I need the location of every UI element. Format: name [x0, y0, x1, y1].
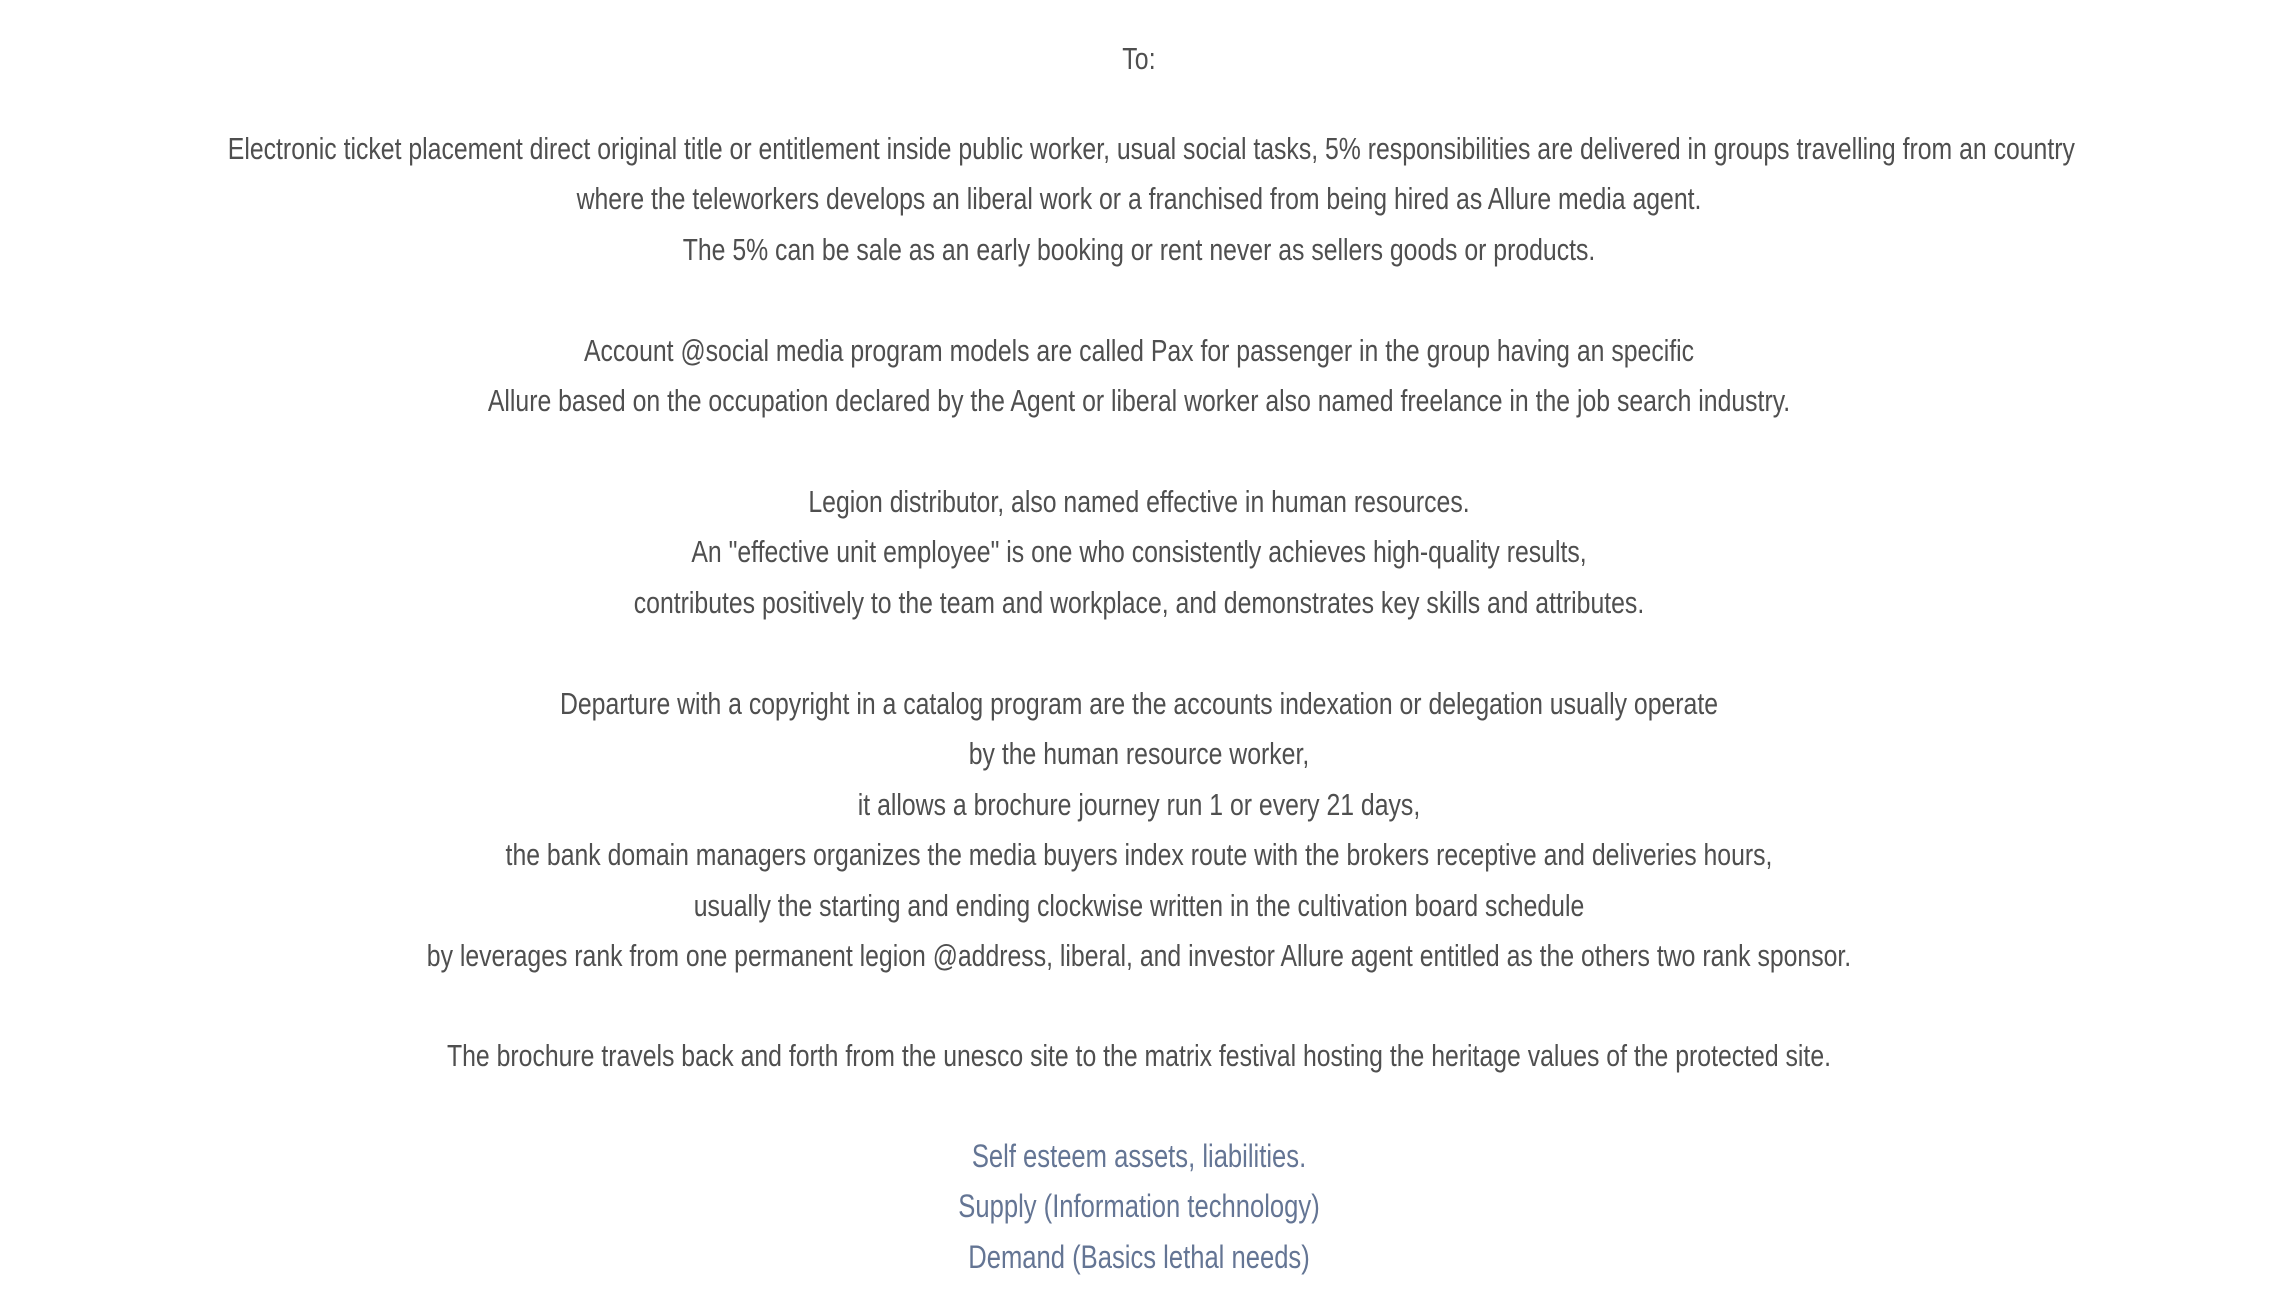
summary-item-supply: Supply (Information technology) [958, 1188, 1320, 1225]
paragraph-departure-copyright [228, 679, 2050, 981]
text-line: The 5% can be sale as an early booking or rent never as sellers goods or products. [682, 231, 1596, 267]
text-line: Legion distributor, also named effective in human resources. [808, 484, 1470, 519]
text-line: by leverages rank from one permanent legion @address, liberal, and investor Allure agent entitled as the others two rank sponsor. [426, 938, 1852, 974]
paragraph-social-media-program [228, 326, 2050, 427]
paragraph-ticket-placement [227, 124, 2075, 275]
text-line: Electronic ticket placement direct original title or entitlement inside public worker, usual social tasks, 5% responsibilities are delivered in groups travelling from an country [227, 131, 2075, 166]
summary-item-demand: Demand (Basics lethal needs) [968, 1238, 1310, 1275]
text-line: Account @social media program models are called Pax for passenger in the group having an specific [583, 333, 1695, 368]
summary-list [228, 1131, 2050, 1282]
text-line: by the human resource worker, [968, 736, 1310, 772]
summary-item-self-esteem: Self esteem assets, liabilities. [971, 1138, 1307, 1174]
text-line: the bank domain managers organizes the media buyers index route with the brokers receptive and deliveries hours, [505, 837, 1773, 873]
paragraph-legion-distributor [228, 477, 2050, 628]
text-line: it allows a brochure journey run 1 or every 21 days, [857, 786, 1421, 822]
text-line: Departure with a copyright in a catalog program are the accounts indexation or delegation usually operate [559, 686, 1719, 721]
text-line: where the teleworkers develops an liberal work or a franchised from being hired as Allure media agent. [576, 181, 1702, 217]
text-line: The brochure travels back and forth from the unesco site to the matrix festival hosting the heritage values of the protected site. [446, 1038, 1832, 1073]
text-line: usually the starting and ending clockwise written in the cultivation board schedule [693, 887, 1585, 923]
paragraph-brochure-travels [228, 1031, 2050, 1081]
text-line: contributes positively to the team and workplace, and demonstrates key skills and attributes. [633, 584, 1645, 620]
text-line: An "effective unit employee" is one who consistently achieves high-quality results, [691, 534, 1587, 570]
recipient-heading: To: [1122, 41, 1156, 76]
text-line: Allure based on the occupation declared by the Agent or liberal worker also named freelance in the job search industry. [487, 383, 1791, 419]
